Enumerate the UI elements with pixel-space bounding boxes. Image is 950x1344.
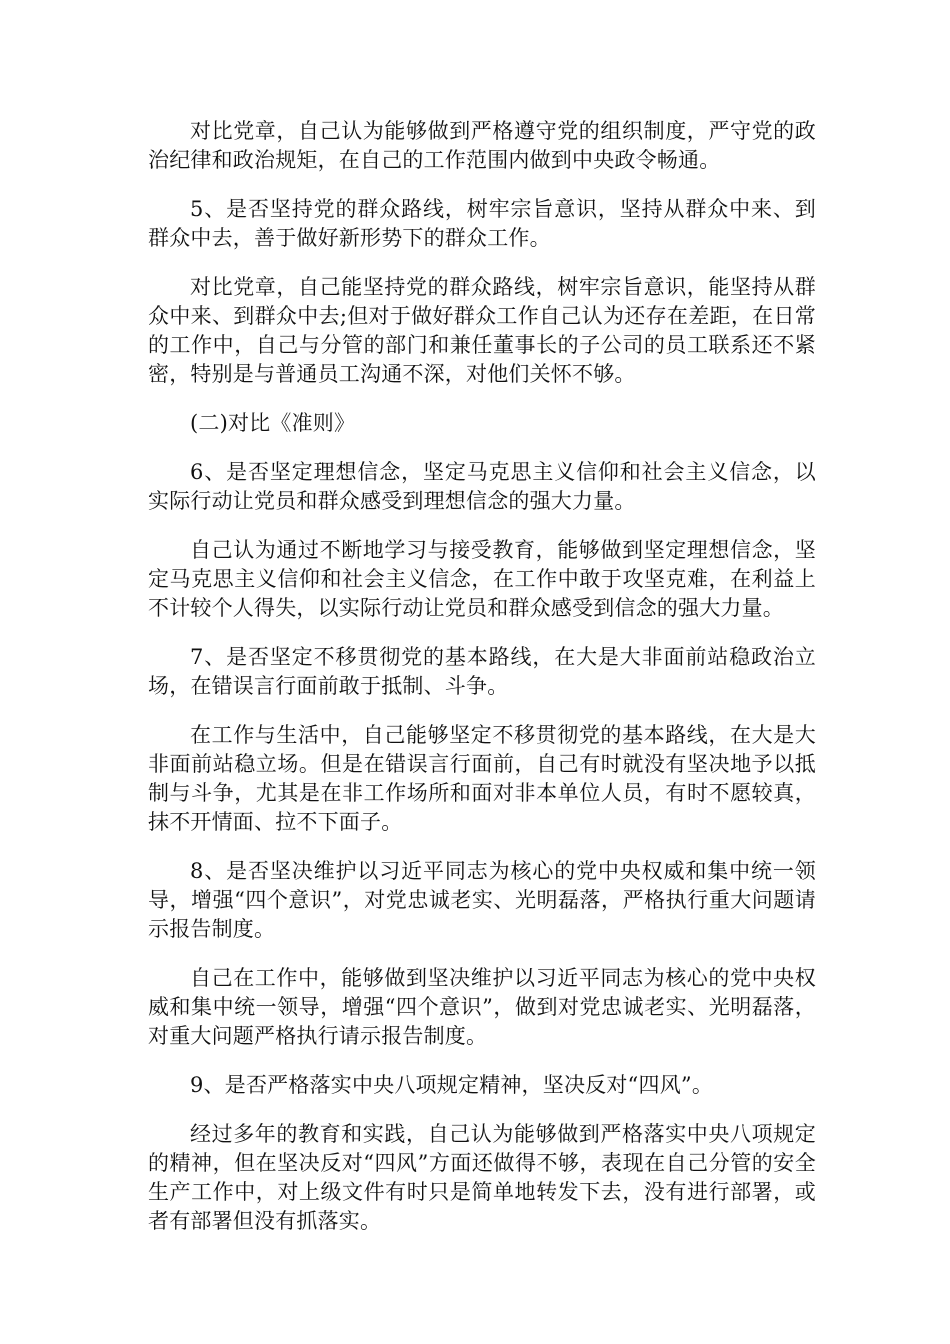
paragraph-item-9-question: 9、是否严格落实中央八项规定精神，坚决反对“四风”。 — [190, 1073, 714, 1097]
section-heading-compare-guidelines: (二)对比《准则》 — [190, 411, 356, 435]
paragraph-item-8-answer: 自己在工作中，能够做到坚决维护以习近平同志为核心的党中央权威和集中统一领导，增强“四个意识”，做到对党忠诚老实、光明磊落，对重大问题严格执行请示报告制度。 — [148, 966, 816, 1048]
paragraph-item-6-answer: 自己认为通过不断地学习与接受教育，能够做到坚定理想信念，坚定马克思主义信仰和社会主义信念，在工作中敢于攻坚克难，在利益上不计较个人得失，以实际行动让党员和群众感受到信念的强大力量。 — [148, 538, 816, 620]
paragraph-compare-party-constitution-organization: 对比党章，自己认为能够做到严格遵守党的组织制度，严守党的政治纪律和政治规矩，在自己的工作范围内做到中央政令畅通。 — [148, 119, 816, 172]
paragraph-item-7-answer: 在工作与生活中，自己能够坚定不移贯彻党的基本路线，在大是大非面前站稳立场。但是在错误言行面前，自己有时就没有坚决地予以抵制与斗争，尤其是在非工作场所和面对非本单位人员，有时不愿较真，抹不开情面、拉不下面子。 — [148, 723, 816, 834]
paragraph-item-5-answer: 对比党章，自己能坚持党的群众路线，树牢宗旨意识，能坚持从群众中来、到群众中去;但对于做好群众工作自己认为还存在差距，在日常的工作中，自己与分管的部门和兼任董事长的子公司的员工联系还不紧密，特别是与普通员工沟通不深，对他们关怀不够。 — [148, 275, 816, 386]
document-body — [148, 117, 816, 1256]
paragraph-item-5-question: 5、是否坚持党的群众路线，树牢宗旨意识，坚持从群众中来、到群众中去，善于做好新形势下的群众工作。 — [148, 197, 816, 250]
paragraph-item-8-question: 8、是否坚决维护以习近平同志为核心的党中央权威和集中统一领导，增强“四个意识”，对党忠诚老实、光明磊落，严格执行重大问题请示报告制度。 — [148, 859, 816, 941]
paragraph-item-6-question: 6、是否坚定理想信念，坚定马克思主义信仰和社会主义信念，以实际行动让党员和群众感受到理想信念的强大力量。 — [148, 460, 816, 513]
paragraph-item-7-question: 7、是否坚定不移贯彻党的基本路线，在大是大非面前站稳政治立场，在错误言行面前敢于抵制、斗争。 — [148, 645, 816, 698]
paragraph-item-9-answer: 经过多年的教育和实践，自己认为能够做到严格落实中央八项规定的精神，但在坚决反对“四风”方面还做得不够，表现在自己分管的安全生产工作中，对上级文件有时只是简单地转发下去，没有进行部署，或者有部署但没有抓落实。 — [148, 1122, 816, 1233]
